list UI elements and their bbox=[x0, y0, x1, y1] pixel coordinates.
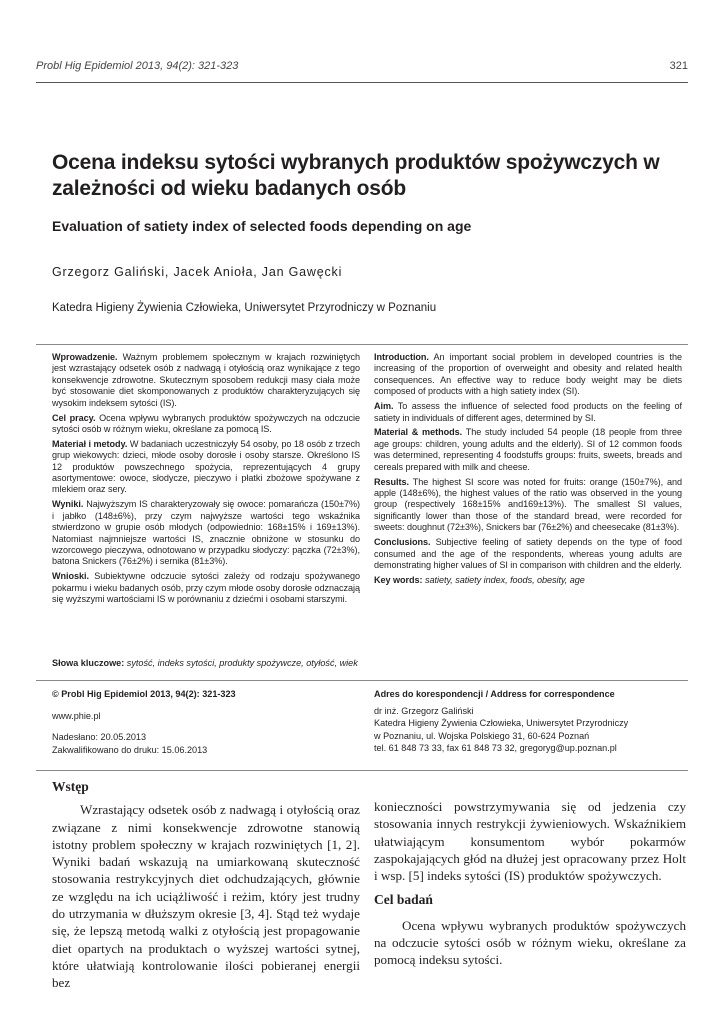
abstract-bottom-rule bbox=[36, 680, 688, 681]
journal-website[interactable]: www.phie.pl bbox=[52, 710, 101, 721]
journal-citation: Probl Hig Epidemiol 2013, 94(2): 321-323 bbox=[36, 60, 239, 72]
aim-paragraph: Ocena wpływu wybranych produktów spożywczych na odczucie sytości osób w różnym wieku, określane za pomocą indeksu sytości. bbox=[374, 917, 686, 968]
correspondence-line: tel. 61 848 73 33, fax 61 848 73 32, gregoryg@up.poznan.pl bbox=[374, 743, 617, 753]
abstract-en-paragraph: Conclusions. Subjective feeling of satiety depends on the type of food consumed and the age of the respondents, whereas young adults are demonstrating higher values of SI in comparison with children and the elderly. bbox=[374, 537, 682, 570]
title-polish: Ocena indeksu sytości wybranych produktów spożywczych w zależności od wieku badanych osób bbox=[52, 151, 660, 200]
abstract-pl-paragraph: Wnioski. Subiektywne odczucie sytości zależy od rodzaju spożywanego pokarmu i wieku badanych osób, przy czym młode osoby dorosłe odznaczają się wyższymi wartościami IS w porównaniu z dziećmi i osobami starszymi. bbox=[52, 571, 360, 605]
keywords-polish: Słowa kluczowe: sytość, indeks sytości, produkty spożywcze, otyłość, wiek bbox=[52, 658, 358, 668]
abstract-pl-paragraph: Materiał i metody. W badaniach uczestniczyły 54 osoby, po 18 osób z trzech grup wiekowych: dzieci, młode osoby dorosłe i osoby starsze. Określono IS 12 produktów powszechnego spożycia, reprezentujących 4 grupy asortymentowe: owoce, słodycze, pieczywo i płatki zbożowe spożywane z mlekiem oraz sery. bbox=[52, 438, 360, 495]
intro-paragraph-continued: konieczności powstrzymywania się od jedzenia czy stosowania innych restrykcji żywieniowych. Wskaźnikiem ułatwiającym konsumentom wybór pokarmów zaspokajających głód na dłużej jest opracowany przez Holt i wsp. [5] indeks sytości (IS) produktów spożywczych. bbox=[374, 799, 686, 884]
header-divider bbox=[36, 82, 688, 83]
authors: Grzegorz Galiński, Jacek Anioła, Jan Gawęcki bbox=[52, 265, 343, 279]
abstract-en-paragraph: Introduction. An important social problem in developed countries is the increasing of the proportion of overweight and obesity and related health consequences. An effective way to reduce body weight may be diets composed of products with a high satiety index (SI). bbox=[374, 352, 682, 397]
body-column-right bbox=[374, 798, 686, 969]
publication-info bbox=[52, 688, 352, 756]
received-date: Nadesłano: 20.05.2013 bbox=[52, 732, 147, 742]
accepted-date: Zakwalifikowano do druku: 15.06.2013 bbox=[52, 744, 208, 755]
abstract-pl-paragraph: Cel pracy. Ocena wpływu wybranych produktów spożywczych na odczucie sytości osób w różnym wieku, określane za pomocą IS. bbox=[52, 412, 360, 434]
intro-paragraph: Wzrastający odsetek osób z nadwagą i otyłością oraz związane z nimi konsekwencje zdrowotne stanowią istotny problem społeczny w krajach rozwiniętych [1, 2]. Wyniki badań wskazują na umiarkowaną skuteczność stosowania restrykcyjnych diet odchudzających, głównie ze względu na ich uciążliwość i reżim, który jest trudny do utrzymania w dłuższym okresie [3, 4]. Stąd też wydaje się, że lepszą metodą walki z otyłością jest propagowanie diet opartych na produktach o wyższej wartości sytnej, które ułatwiają kontrolowanie ilości pobieranej energii bez bbox=[52, 802, 360, 991]
page-number: 321 bbox=[669, 60, 688, 72]
abstract-en-paragraph: Results. The highest SI score was noted for fruits: orange (150±7%), and apple (148±6%), the highest values of the ratio was observed in the young group (respectively 168±15% and169±13%). The smallest SI values, significantly lower than those of the standard bread, were recorded for sweets: doughnut (72±3%), Snickers bar (76±2%) and cheesecake (81±3%). bbox=[374, 476, 682, 533]
correspondence-line: Katedra Higieny Żywienia Człowieka, Uniwersytet Przyrodniczy bbox=[374, 718, 629, 728]
body-column-left bbox=[52, 778, 360, 992]
abstract-top-rule bbox=[36, 344, 688, 345]
abstract-en-paragraph: Material & methods. The study included 54 people (18 people from three age groups: children, young adults and the elderly). SI of 12 common foods was determined, representing 4 foodstuffs groups: fruits, sweets, breads and cereals prepared with milk and cheese. bbox=[374, 427, 682, 472]
abstract-english bbox=[374, 352, 682, 590]
abstract-pl-paragraph: Wyniki. Najwyższym IS charakteryzowały się owoce: pomarańcza (150±7%) i jabłko (148±6%), przy czym najwyższe wartości tego wskaźnika stwierdzono w grupie osób młodych (odpowiednio: 168±15% i 169±13%). Natomiast najmniejsze wartości IS, znacznie obniżone w stosunku do wzorcowego pieczywa, odnotowano w przypadku słodyczy: pączka (72±3%), batona Snickers (76±2%) i sernika (81±3%). bbox=[52, 499, 360, 567]
running-header bbox=[36, 60, 688, 78]
keywords-english: Key words: satiety, satiety index, foods, obesity, age bbox=[374, 574, 585, 585]
correspondence-address bbox=[374, 688, 684, 755]
copyright-citation: © Probl Hig Epidemiol 2013, 94(2): 321-323 bbox=[52, 689, 236, 699]
title-english: Evaluation of satiety index of selected foods depending on age bbox=[52, 218, 472, 234]
abstract-pl-paragraph: Wprowadzenie. Ważnym problemem społecznym w krajach rozwiniętych jest wzrastający odsetek osób z nadwagą i otyłością oraz wynikające z tego konsekwencje zdrowotne. Skutecznym sposobem redukcji masy ciała może być stosowanie diet skomponowanych z produktów charakteryzujących się wysokim indeksem sytości (IS). bbox=[52, 352, 360, 408]
section-heading-intro: Wstęp bbox=[52, 779, 89, 794]
abstract-polish bbox=[52, 352, 360, 609]
section-heading-aim: Cel badań bbox=[374, 892, 433, 908]
affiliation: Katedra Higieny Żywienia Człowieka, Uniwersytet Przyrodniczy w Poznaniu bbox=[52, 302, 437, 314]
correspondence-line: w Poznaniu, ul. Wojska Polskiego 31, 60-624 Poznań bbox=[374, 730, 590, 741]
correspondence-heading: Adres do korespondencji / Address for correspondence bbox=[374, 689, 615, 699]
body-divider bbox=[36, 770, 688, 771]
correspondence-line: dr inż. Grzegorz Galiński bbox=[374, 705, 474, 716]
abstract-en-paragraph: Aim. To assess the influence of selected food products on the feeling of satiety in individuals of different ages, determined by SI. bbox=[374, 401, 682, 423]
